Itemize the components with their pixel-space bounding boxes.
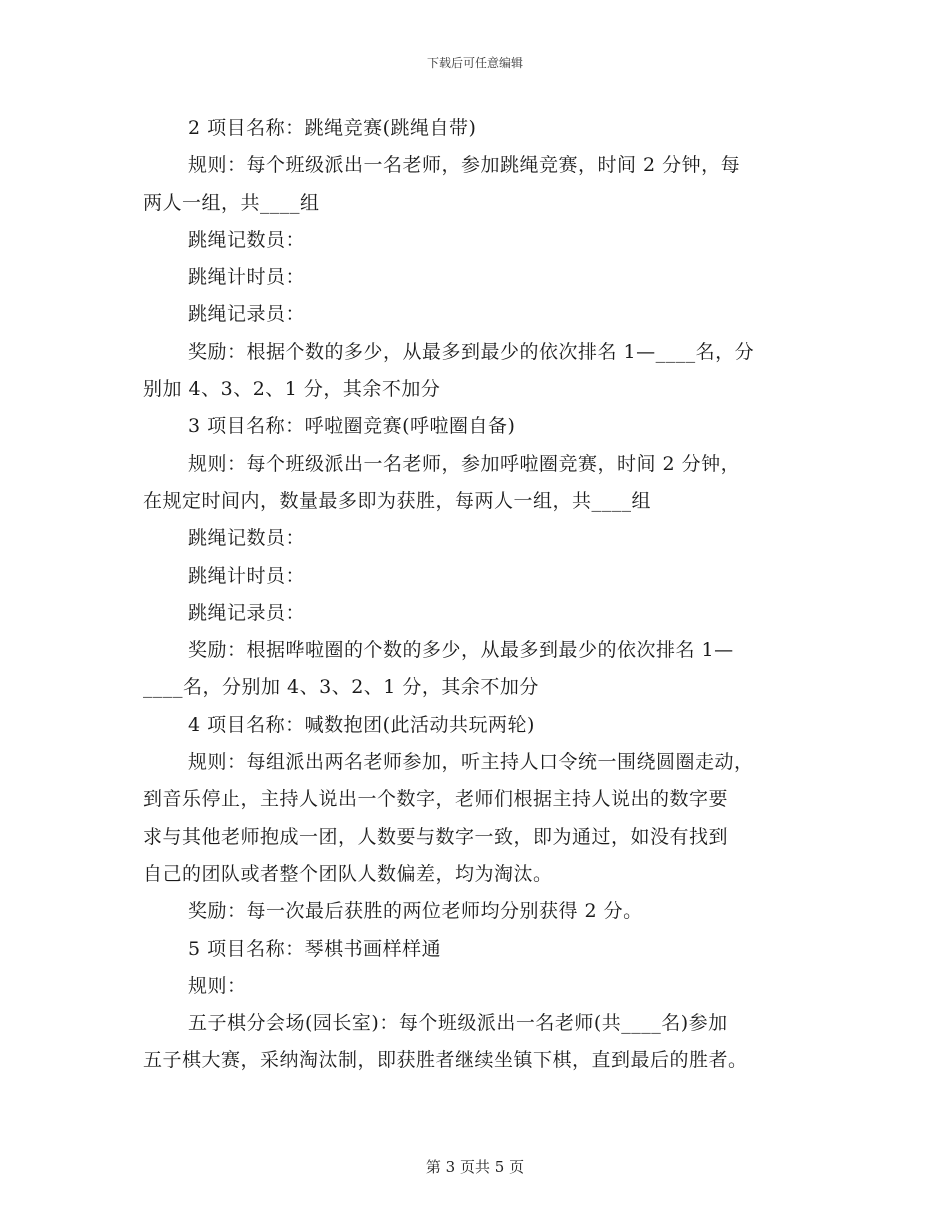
paragraph-line: 奖励：根据个数的多少，从最多到最少的依次排名 1—____名，分 [188, 340, 755, 363]
paragraph-line: 到音乐停止，主持人说出一个数字，老师们根据主持人说出的数字要 [143, 788, 729, 811]
paragraph-line: 五子棋分会场(园长室)：每个班级派出一名老师(共____名)参加 [188, 1012, 728, 1035]
paragraph-line: 跳绳记数员： [188, 228, 306, 251]
paragraph-line: 在规定时间内，数量最多即为获胜，每两人一组，共____组 [143, 489, 652, 512]
paragraph-line: ____名，分别加 4、3、2、1 分，其余不加分 [143, 676, 539, 699]
paragraph-line: 3 项目名称：呼啦圈竞赛(呼啦圈自备) [188, 415, 516, 438]
paragraph-line: 跳绳记录员： [188, 303, 306, 326]
paragraph-line: 跳绳记录员： [188, 601, 306, 624]
paragraph-line: 5 项目名称：琴棋书画样样通 [188, 937, 442, 960]
paragraph-line: 4 项目名称：喊数抱团(此活动共玩两轮) [188, 713, 535, 736]
paragraph-line: 规则： [188, 974, 247, 997]
paragraph-line: 奖励：根据哗啦圈的个数的多少，从最多到最少的依次排名 1— [188, 639, 734, 662]
paragraph-line: 求与其他老师抱成一团，人数要与数字一致，即为通过，如没有找到 [143, 825, 729, 848]
paragraph-line: 规则：每组派出两名老师参加，听主持人口令统一围绕圆圈走动， [188, 751, 754, 774]
paragraph-line: 奖励：每一次最后获胜的两位老师均分别获得 2 分。 [188, 900, 643, 923]
paragraph-line: 规则：每个班级派出一名老师，参加呼啦圈竞赛，时间 2 分钟， [188, 452, 741, 475]
paragraph-line: 两人一组，共____组 [143, 191, 320, 214]
paragraph-line: 自己的团队或者整个团队人数偏差，均为淘汰。 [143, 862, 553, 885]
document-body [143, 110, 803, 1080]
paragraph-line: 跳绳计时员： [188, 266, 306, 289]
page-footer: 第 3 页共 5 页 [425, 1158, 525, 1176]
paragraph-line: 规则：每个班级派出一名老师，参加跳绳竞赛，时间 2 分钟，每 [188, 154, 741, 177]
paragraph-line: 别加 4、3、2、1 分，其余不加分 [143, 378, 441, 401]
page-header: 下载后可任意编辑 [426, 56, 523, 70]
paragraph-line: 跳绳计时员： [188, 564, 306, 587]
paragraph-line: 跳绳记数员： [188, 527, 306, 550]
paragraph-line: 五子棋大赛，采纳淘汰制，即获胜者继续坐镇下棋，直到最后的胜者。 [143, 1049, 748, 1072]
paragraph-line: 2 项目名称：跳绳竞赛(跳绳自带) [188, 117, 477, 139]
